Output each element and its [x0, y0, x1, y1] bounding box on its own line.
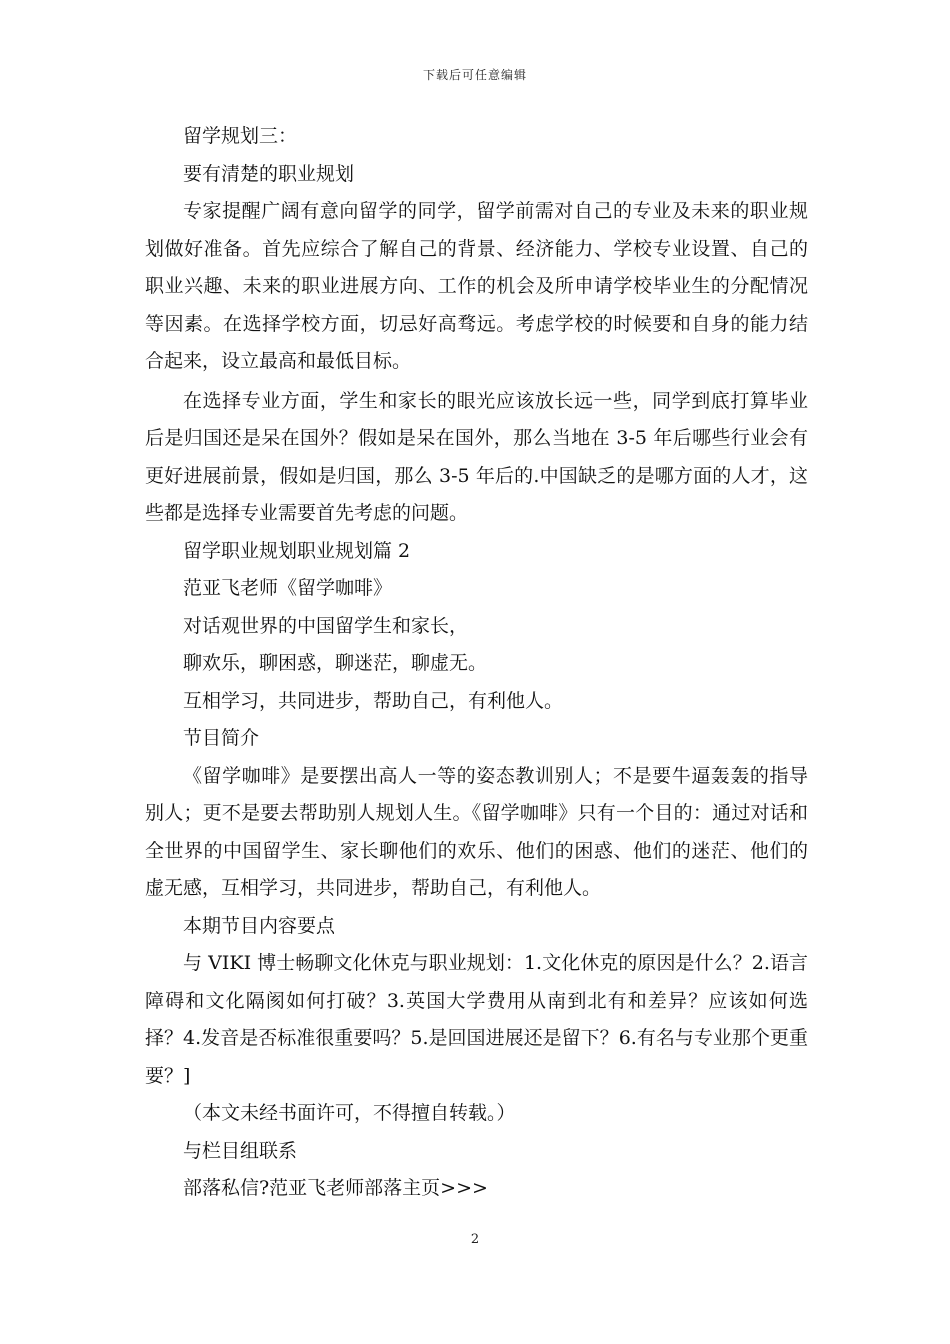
paragraph-program-intro: 《留学咖啡》是要摆出高人一等的姿态教训别人；不是要牛逼轰轰的指导别人；更不是要去帮助别人规划人生。《留学咖啡》只有一个目的：通过对话和全世界的中国留学生、家长聊他们的欢乐、他们的困惑、他们的迷茫、他们的虚无感，互相学习，共同进步，帮助自己，有利他人。	[145, 764, 808, 899]
paragraph-major-choice: 在选择专业方面，学生和家长的眼光应该放长远一些，同学到底打算毕业后是归国还是呆在国外？假如是呆在国外，那么当地在 3-5 年后哪些行业会有更好进展前景，假如是归国，那么 3-5 年后的.中国缺乏的是哪方面的人才，这些都是选择专业需要首先考虑的问题。	[145, 389, 808, 524]
program-slogan-1: 对话观世界的中国留学生和家长，	[183, 614, 469, 637]
subheading: 要有清楚的职业规划	[183, 162, 355, 185]
episode-highlights-heading: 本期节目内容要点	[183, 914, 336, 937]
page-header: 下载后可任意编辑	[422, 68, 527, 82]
program-intro-heading: 节目简介	[183, 727, 260, 749]
document-body	[145, 118, 808, 1208]
article-title: 留学职业规划职业规划篇 2	[183, 539, 411, 562]
section-heading: 留学规划三：	[183, 125, 298, 147]
paragraph-career-planning: 专家提醒广阔有意向留学的同学，留学前需对自己的专业及未来的职业规划做好准备。首先应综合了解自己的背景、经济能力、学校专业设置、自己的职业兴趣、未来的职业进展方向、工作的机会及所申请学校毕业生的分配情况等因素。在选择学校方面，切忌好高骛远。考虑学校的时候要和自身的能力结合起来，设立最高和最低目标。	[145, 200, 808, 372]
program-slogan-2: 聊欢乐，聊困惑，聊迷茫，聊虚无。	[183, 652, 488, 674]
copyright-notice: （本文未经书面许可，不得擅自转载。）	[183, 1102, 516, 1124]
paragraph-episode-highlights: 与 VIKI 博士畅聊文化休克与职业规划：1.文化休克的原因是什么？2.语言障碍和文化隔阂如何打破？3.英国大学费用从南到北有和差异？应该如何选择？4.发音是否标准很重要吗？5.是回国进展还是留下？6.有名与专业那个更重要？]	[145, 952, 808, 1087]
contact-link[interactable]: 部落私信?范亚飞老师部落主页>>>	[183, 1177, 488, 1199]
page-number: 2	[470, 1232, 480, 1247]
contact-heading: 与栏目组联系	[183, 1139, 298, 1162]
program-slogan-3: 互相学习，共同进步，帮助自己，有利他人。	[183, 689, 564, 712]
program-title: 范亚飞老师《留学咖啡》	[183, 577, 393, 599]
